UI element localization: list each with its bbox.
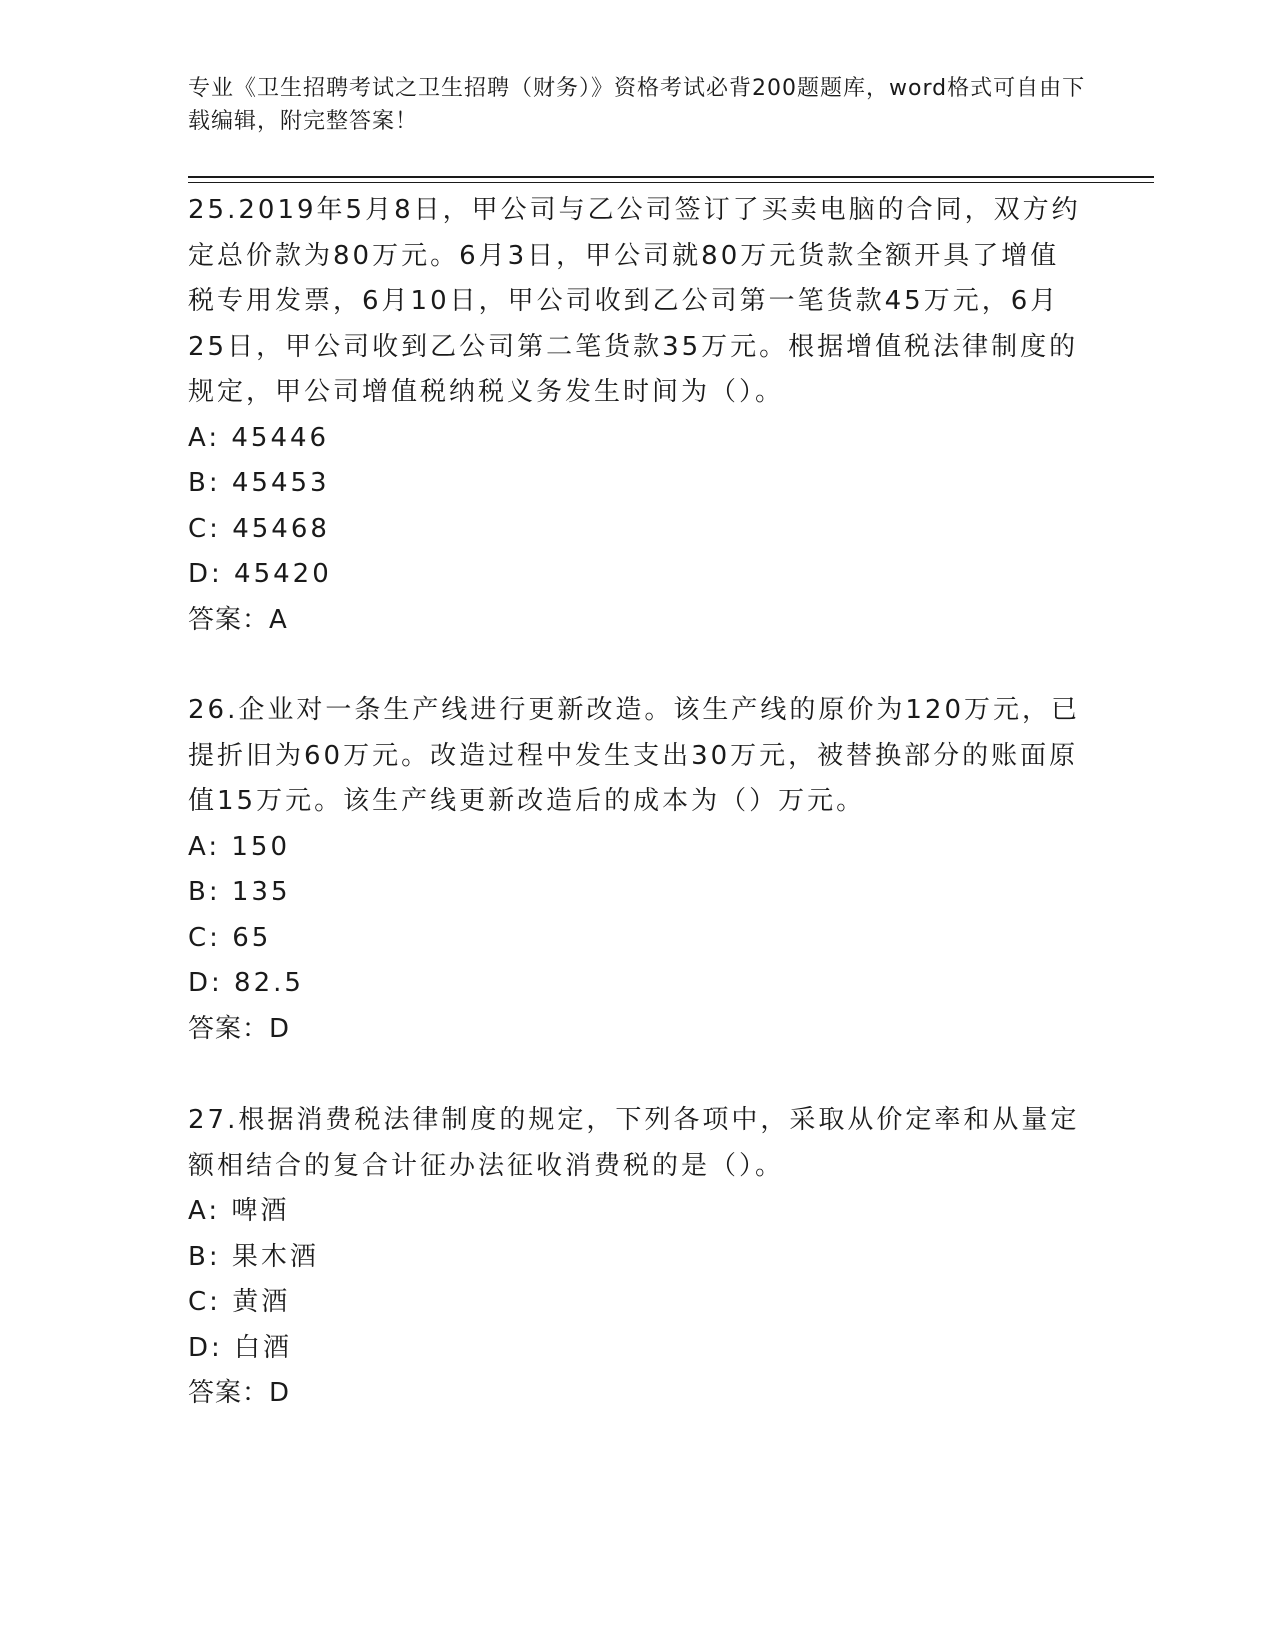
option-label: C: [188,922,221,953]
question-number: 25. [188,195,239,225]
option-label: A: [188,831,221,862]
option-label: B: [188,877,221,907]
option-c [188,1280,1088,1326]
option-text: 啤酒 [231,1196,290,1226]
option-b [188,461,1088,507]
question-25 [188,188,1088,643]
option-text: 果木酒 [231,1241,319,1272]
option-a [188,825,1088,871]
option-label: C: [188,1287,221,1317]
question-text: 2019年5月8日，甲公司与乙公司签订了买卖电脑的合同，双方约定总价款为80万元。6月3日，甲公司就80万元货款全额开具了增值税专用发票，6月10日，甲公司收到乙公司第一笔货款45万元，6月25日，甲公司收到乙公司第二笔货款35万元。根据增值税法律制度的规定，甲公司增值税纳税义务发生时间为（）。 [188,195,1081,407]
question-stem [188,188,1088,416]
option-a [188,416,1088,462]
option-label: C: [188,513,221,544]
question-text: 企业对一条生产线进行更新改造。该生产线的原价为120万元，已提折旧为60万元。改造过程中发生支出30万元，被替换部分的账面原值15万元。该生产线更新改造后的成本为（）万元。 [188,695,1080,816]
document-title: 专业《卫生招聘考试之卫生招聘（财务）》资格考试必背200题题库，word格式可自由下载编辑，附完整答案！ [188,76,1086,134]
question-number: 27. [188,1105,239,1135]
document-header [188,72,1088,138]
option-d [188,552,1088,598]
option-text: 45420 [234,559,332,589]
question-text: 根据消费税法律制度的规定，下列各项中，采取从价定率和从量定额相结合的复合计征办法征收消费税的是（）。 [188,1105,1080,1181]
option-d [188,1326,1088,1372]
option-text: 黄酒 [232,1287,291,1317]
answer: 答案：A [188,604,288,635]
option-b [188,1235,1088,1281]
question-stem [188,1098,1088,1189]
option-c [188,507,1088,553]
question-stem [188,688,1088,825]
option-text: 82.5 [234,968,304,998]
option-label: D: [188,559,223,589]
option-text: 45446 [231,422,330,453]
option-c [188,916,1088,962]
answer: 答案：D [188,1378,291,1408]
option-label: A: [188,422,221,453]
option-text: 白酒 [234,1332,293,1363]
option-label: B: [188,468,221,498]
option-text: 45453 [231,468,330,498]
option-label: B: [188,1241,221,1272]
answer: 答案：D [188,1013,291,1044]
header-divider-thin [188,182,1154,183]
option-label: D: [188,1332,223,1363]
question-26 [188,688,1088,1052]
header-divider-thick [188,176,1154,178]
option-b [188,870,1088,916]
option-label: A: [188,1196,221,1226]
option-label: D: [188,968,223,998]
question-number: 26. [188,695,239,725]
option-text: 150 [231,831,290,862]
option-text: 45468 [232,513,330,544]
option-d [188,961,1088,1007]
option-a [188,1189,1088,1235]
option-text: 65 [232,922,272,953]
option-text: 135 [231,877,291,907]
question-27 [188,1098,1088,1417]
